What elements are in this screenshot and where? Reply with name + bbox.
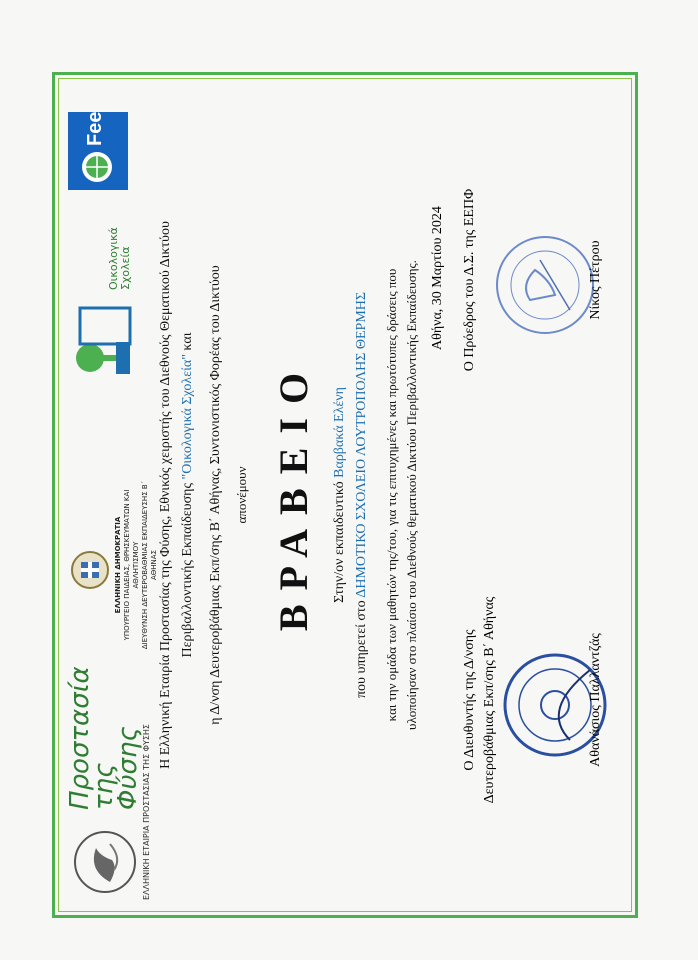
org-line-2-before: Περιβαλλοντικής Εκπαίδευσης	[180, 479, 195, 658]
issue-date: Αθήνα, 30 Μαρτίου 2024	[430, 206, 445, 350]
globe-icon	[80, 150, 114, 184]
body-line-1: και την ομάδα των μαθητών της/του, για τις επιτυχημένες και πρωτότυπες δράσεις που	[384, 268, 399, 722]
org-line-2	[180, 80, 196, 910]
certificate-title: ΒΡΑΒΕΙΟ	[271, 358, 316, 632]
eco-schools-highlight: "Οικολογικά Σχολεία"	[180, 354, 195, 480]
eco-schools-logo-icon	[68, 300, 138, 380]
right-title-1: Ο Πρόεδρος του Δ.Σ. της ΕΕΠΦ	[462, 188, 477, 372]
school-prefix: που υπηρετεί στο	[354, 597, 369, 699]
pf-logo-icon	[70, 820, 140, 900]
fee-logo	[68, 112, 128, 190]
left-title-2: Δευτεροβάθμιας Εκπ/σης Β΄ Αθήνας	[482, 596, 497, 804]
org-line-2-after: και	[180, 332, 195, 355]
org-line-3: η Δ/νση Δευτεροβάθμιας Εκπ/σης Β΄ Αθήνας, Συντονιστικός Φορέας του Δικτύου	[208, 265, 223, 725]
school-line	[354, 80, 370, 910]
greek-crest-icon	[70, 550, 110, 590]
eco-label-2: Σχολεία	[119, 246, 132, 290]
ministry-header	[114, 470, 159, 660]
eco-label-1: Οικολογικά	[107, 227, 120, 290]
body-line-2: υλοποίησαν στο πλαίσιο του Διεθνούς θεματικού Δικτύου Περιβαλλοντικής Εκπαίδευσης.	[404, 260, 419, 730]
right-signatory-title	[460, 130, 480, 430]
society-stamp-icon	[490, 230, 600, 340]
school-name: ΔΗΜΟΤΙΚΟ ΣΧΟΛΕΙΟ ΛΟΥΤΡΟΠΟΛΗΣ ΘΕΡΜΗΣ	[354, 291, 369, 598]
pf-logo-title: Προστασία της Φύσης	[65, 666, 143, 810]
left-title-1: Ο Διευθυντής της Δ/νσης	[462, 629, 477, 771]
gov-line-3: ΑΘΛΗΤΙΣΜΟΥ	[132, 541, 140, 589]
recipient-line	[332, 80, 348, 910]
right-signatory-name: Νίκος Πέτρου	[588, 240, 603, 320]
recipient-name: Βαρβακά Ελένη	[332, 387, 347, 478]
pf-logo-subtitle: ΕΛΛΗΝΙΚΗ ΕΤΑΙΡΙΑ ΠΡΟΣΤΑΣΙΑΣ ΤΗΣ ΦΥΣΗΣ	[142, 724, 151, 900]
fee-label: Fee	[84, 111, 106, 146]
gov-line-2: ΥΠΟΥΡΓΕΙΟ ΠΑΙΔΕΙΑΣ, ΘΡΗΣΚΕΥΜΑΤΩΝ ΚΑΙ	[123, 489, 131, 641]
gov-line-4: ΔΙΕΥΘΥΝΣΗ ΔΕΥΤΕΡΟΒΑΘΜΙΑΣ ΕΚΠΑΙΔΕΥΣΗΣ Β΄ ΑΘΗΝΑΣ	[141, 480, 158, 650]
eco-schools-label	[108, 227, 132, 290]
org-line-1: Η Ελληνική Εταιρία Προστασίας της Φύσης, Εθνικός χειριστής του Διεθνούς Θεματικού Δικτύου	[158, 221, 173, 769]
gov-line-1: ΕΛΛΗΝΙΚΗ ΔΗΜΟΚΡΑΤΙΑ	[114, 516, 122, 614]
certificate-content	[60, 80, 630, 910]
left-signatory-name: Αθανάσιος Παλλαντζάς	[588, 633, 603, 767]
left-signatory-title	[460, 550, 500, 850]
recipient-prefix: Στην/ον εκπαιδευτικό	[332, 477, 347, 603]
org-line-4: απονέμουν	[234, 466, 249, 524]
